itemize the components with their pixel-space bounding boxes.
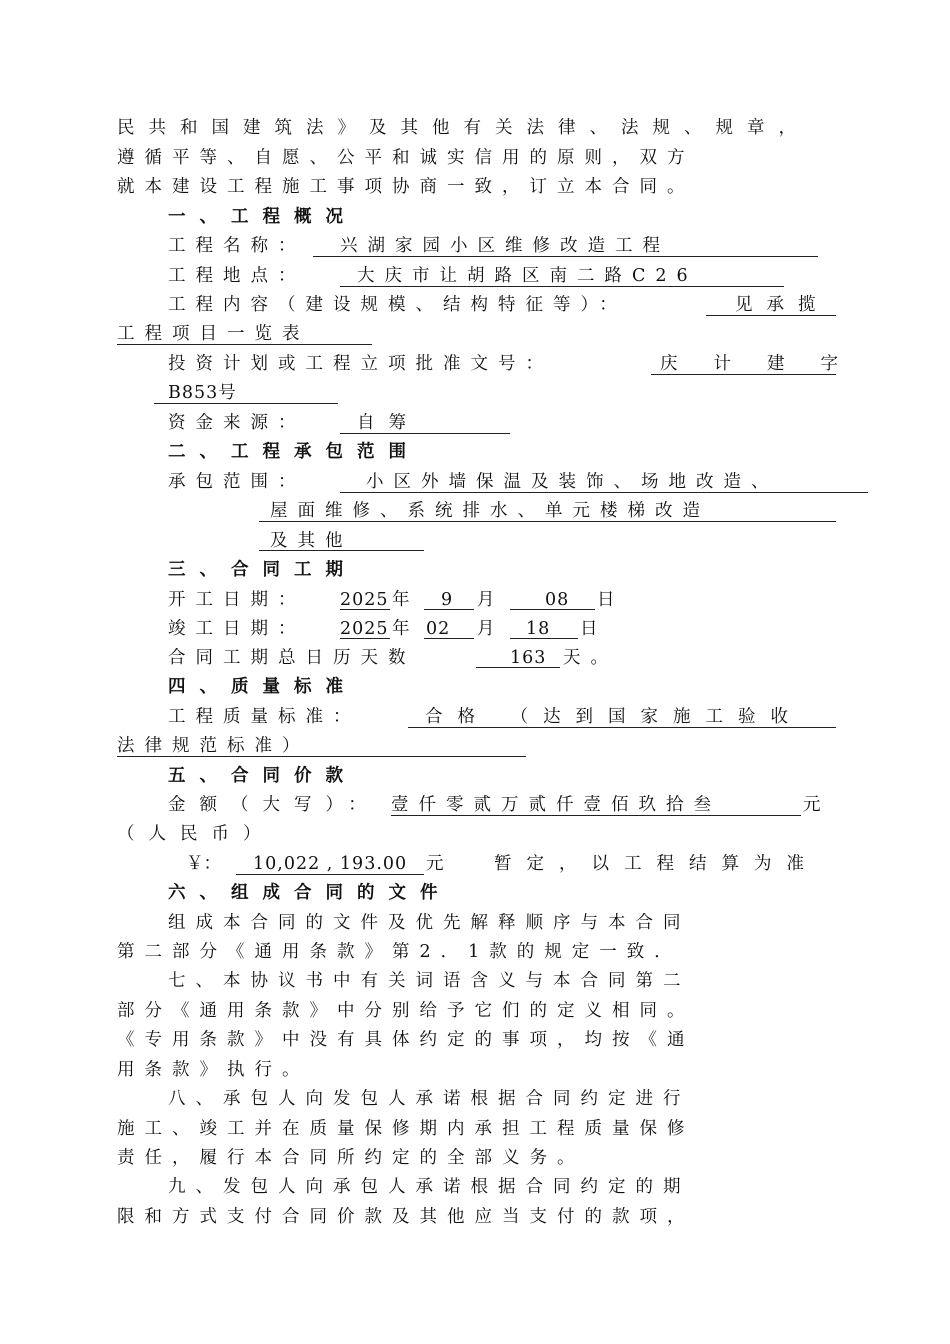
- total-days-value: 163: [510, 648, 547, 668]
- section-6-line-2: 第二部分《通用条款》第2．1款的规定一致．: [117, 942, 682, 962]
- section-6-line-1: 组成本合同的文件及优先解释顺序与本合同: [168, 913, 691, 933]
- section-4-heading: 四、质量标准: [168, 677, 357, 697]
- section-9-line-1: 九、发包人向承包人承诺根据合同约定的期: [168, 1177, 691, 1197]
- section-6-heading: 六、组成合同的文件: [168, 883, 452, 903]
- quality-label: 工程质量标准：: [168, 707, 361, 727]
- total-days-underline: [476, 667, 560, 668]
- project-name-label: 工程名称：: [168, 236, 306, 256]
- end-year: 2025: [340, 619, 389, 639]
- fund-source-underline: [340, 433, 510, 434]
- scope-line-1: 小区外墙保温及装饰、场地改造、: [366, 472, 779, 492]
- project-content-value-2: 工程项目一览表: [117, 324, 310, 344]
- start-year-unit: 年: [392, 590, 410, 610]
- scope-label: 承包范围：: [168, 472, 306, 492]
- amount-in-words: 壹仟零贰万贰仟壹佰玖拾叁: [391, 795, 721, 815]
- scope-underline-3: [259, 550, 424, 551]
- end-day-underline: [510, 638, 578, 639]
- section-9-line-2: 限和方式支付合同价款及其他应当支付的款项，: [117, 1207, 695, 1227]
- start-year: 2025: [340, 590, 389, 610]
- approval-value-1: 庆计建字: [660, 354, 874, 374]
- provisional-note: 暂定，以工程结算为准: [494, 854, 819, 874]
- section-3-heading: 三、合同工期: [168, 560, 357, 580]
- section-7-line-4: 用条款》执行。: [117, 1060, 310, 1080]
- fund-source-label: 资金来源：: [168, 413, 306, 433]
- section-7-line-1: 七、本协议书中有关词语含义与本合同第二: [168, 971, 691, 991]
- end-year-unit: 年: [392, 619, 410, 639]
- quality-value-1: 合格 （达到国家施工验收: [425, 707, 804, 727]
- project-content-label: 工程内容（建设规模、结构特征等）：: [168, 295, 627, 315]
- start-month-unit: 月: [477, 590, 495, 610]
- section-7-line-2: 部分《通用条款》中分别给予它们的定义相同。: [117, 1001, 695, 1021]
- approval-value-2: B853号: [168, 383, 237, 403]
- section-1-heading: 一、工程概况: [168, 207, 357, 227]
- amount-number: 10,022 , 193.00: [253, 854, 408, 874]
- section-2-heading: 二、工程承包范围: [168, 442, 420, 462]
- project-content-underline-1: [706, 315, 836, 316]
- end-day: 18: [526, 619, 551, 639]
- project-location-value: 大庆市让胡路区南二路C26: [357, 266, 698, 286]
- quality-value-2: 法律规范标准）: [117, 736, 310, 756]
- amount-number-unit: 元: [426, 854, 444, 874]
- scope-underline-2: [259, 521, 836, 522]
- project-location-underline: [340, 286, 784, 287]
- end-day-unit: 日: [580, 619, 598, 639]
- project-name-underline: [313, 256, 818, 257]
- total-days-label: 合同工期总日历天数: [168, 648, 416, 668]
- amount-words-unit: 元: [803, 795, 821, 815]
- currency-label: （人民币）: [117, 824, 275, 844]
- approval-underline-1: [651, 374, 836, 375]
- start-month-underline: [424, 609, 474, 610]
- start-month: 9: [441, 590, 454, 610]
- quality-underline-1: [408, 727, 836, 728]
- section-8-line-2: 施工、竣工并在质量保修期内承担工程质量保修: [117, 1119, 695, 1139]
- project-content-value-1: 见承揽: [735, 295, 830, 315]
- fund-source-value: 自筹: [357, 413, 420, 433]
- start-day: 08: [545, 590, 570, 610]
- end-month: 02: [426, 619, 451, 639]
- start-year-underline: [340, 609, 390, 610]
- section-7-line-3: 《专用条款》中没有具体约定的事项，均按《通: [117, 1030, 695, 1050]
- approval-label: 投资计划或工程立项批准文号：: [168, 354, 553, 374]
- amount-words-underline: [391, 815, 801, 816]
- project-location-label: 工程地点：: [168, 266, 306, 286]
- yen-symbol: ￥：: [186, 854, 221, 874]
- section-8-line-3: 责任，履行本合同所约定的全部义务。: [117, 1148, 585, 1168]
- start-day-underline: [510, 609, 595, 610]
- end-month-unit: 月: [477, 619, 495, 639]
- amount-number-underline: [236, 874, 424, 875]
- end-year-underline: [340, 638, 390, 639]
- scope-line-3: 及其他: [270, 531, 353, 551]
- start-date-label: 开工日期：: [168, 590, 306, 610]
- scope-line-2: 屋面维修、系统排水、单元楼梯改造: [270, 501, 710, 521]
- end-month-underline: [424, 638, 474, 639]
- quality-underline-2: [117, 756, 526, 757]
- project-name-value: 兴湖家园小区维修改造工程: [340, 236, 670, 256]
- project-content-underline-2: [117, 344, 372, 345]
- approval-underline-2: [154, 403, 338, 404]
- intro-line-3: 就本建设工程施工事项协商一致，订立本合同。: [117, 177, 695, 197]
- section-5-heading: 五、合同价款: [168, 766, 357, 786]
- intro-line-1: 民共和国建筑法》及其他有关法律、法规、规章，: [117, 118, 810, 138]
- scope-underline-1: [340, 492, 868, 493]
- section-8-line-1: 八、承包人向发包人承诺根据合同约定进行: [168, 1089, 691, 1109]
- intro-line-2: 遵循平等、自愿、公平和诚实信用的原则，双方: [117, 148, 695, 168]
- end-date-label: 竣工日期：: [168, 619, 306, 639]
- total-days-unit: 天。: [563, 648, 618, 668]
- amount-label: 金额（大写）：: [168, 795, 380, 815]
- start-day-unit: 日: [597, 590, 615, 610]
